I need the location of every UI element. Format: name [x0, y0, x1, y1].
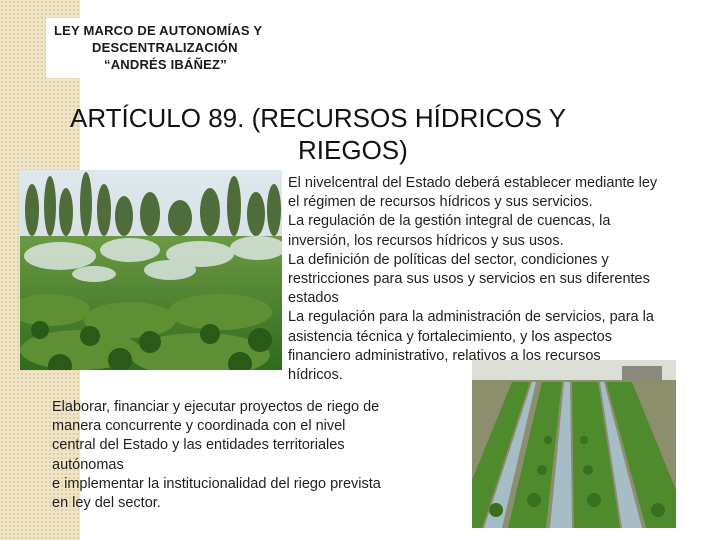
body-line: el régimen de recursos hídricos y sus servicios. — [288, 194, 593, 211]
body-line: Elaborar, financiar y ejecutar proyectos de riego de — [52, 399, 380, 415]
body-line: central del Estado y las entidades territoriales — [52, 437, 345, 454]
body-line: restricciones para sus usos y servicios en sus diferentes — [288, 271, 650, 288]
body-line: hídricos. — [288, 367, 343, 384]
body-line: asistencia técnica y fortalecimiento, y los aspectos — [288, 328, 612, 345]
body-line: El nivelcentral del Estado deberá establecer mediante ley — [288, 175, 658, 191]
logo-line-2: DESCENTRALIZACIÓN — [92, 40, 238, 55]
body-line: La regulación de la gestión integral de cuencas, la — [288, 213, 611, 230]
body-line: financiero administrativo, relativos a los recursos — [288, 347, 601, 364]
body-line: La definición de políticas del sector, condiciones y — [288, 251, 609, 268]
body-line: manera concurrente y coordinada con el nivel — [52, 418, 346, 435]
body-line: autónomas — [52, 456, 124, 473]
logo-line-3: “ANDRÉS IBÁÑEZ” — [104, 57, 227, 72]
body-line: e implementar la institucionalidad del riego prevista — [52, 475, 381, 492]
autonomous-entities-text — [52, 398, 432, 513]
article-title-line-2: RIEGOS) — [298, 135, 408, 165]
sprinkler-field-photo — [20, 170, 282, 370]
body-line: inversión, los recursos hídricos y sus usos. — [288, 232, 564, 249]
body-line: estados — [288, 290, 339, 307]
body-line: en ley del sector. — [52, 495, 161, 512]
body-line: La regulación para la administración de servicios, para la — [288, 309, 654, 326]
article-body-text — [288, 174, 708, 385]
logo-line-1: LEY MARCO DE AUTONOMÍAS Y — [54, 23, 263, 38]
article-title-line-1: ARTÍCULO 89. (RECURSOS HÍDRICOS Y — [70, 103, 567, 133]
